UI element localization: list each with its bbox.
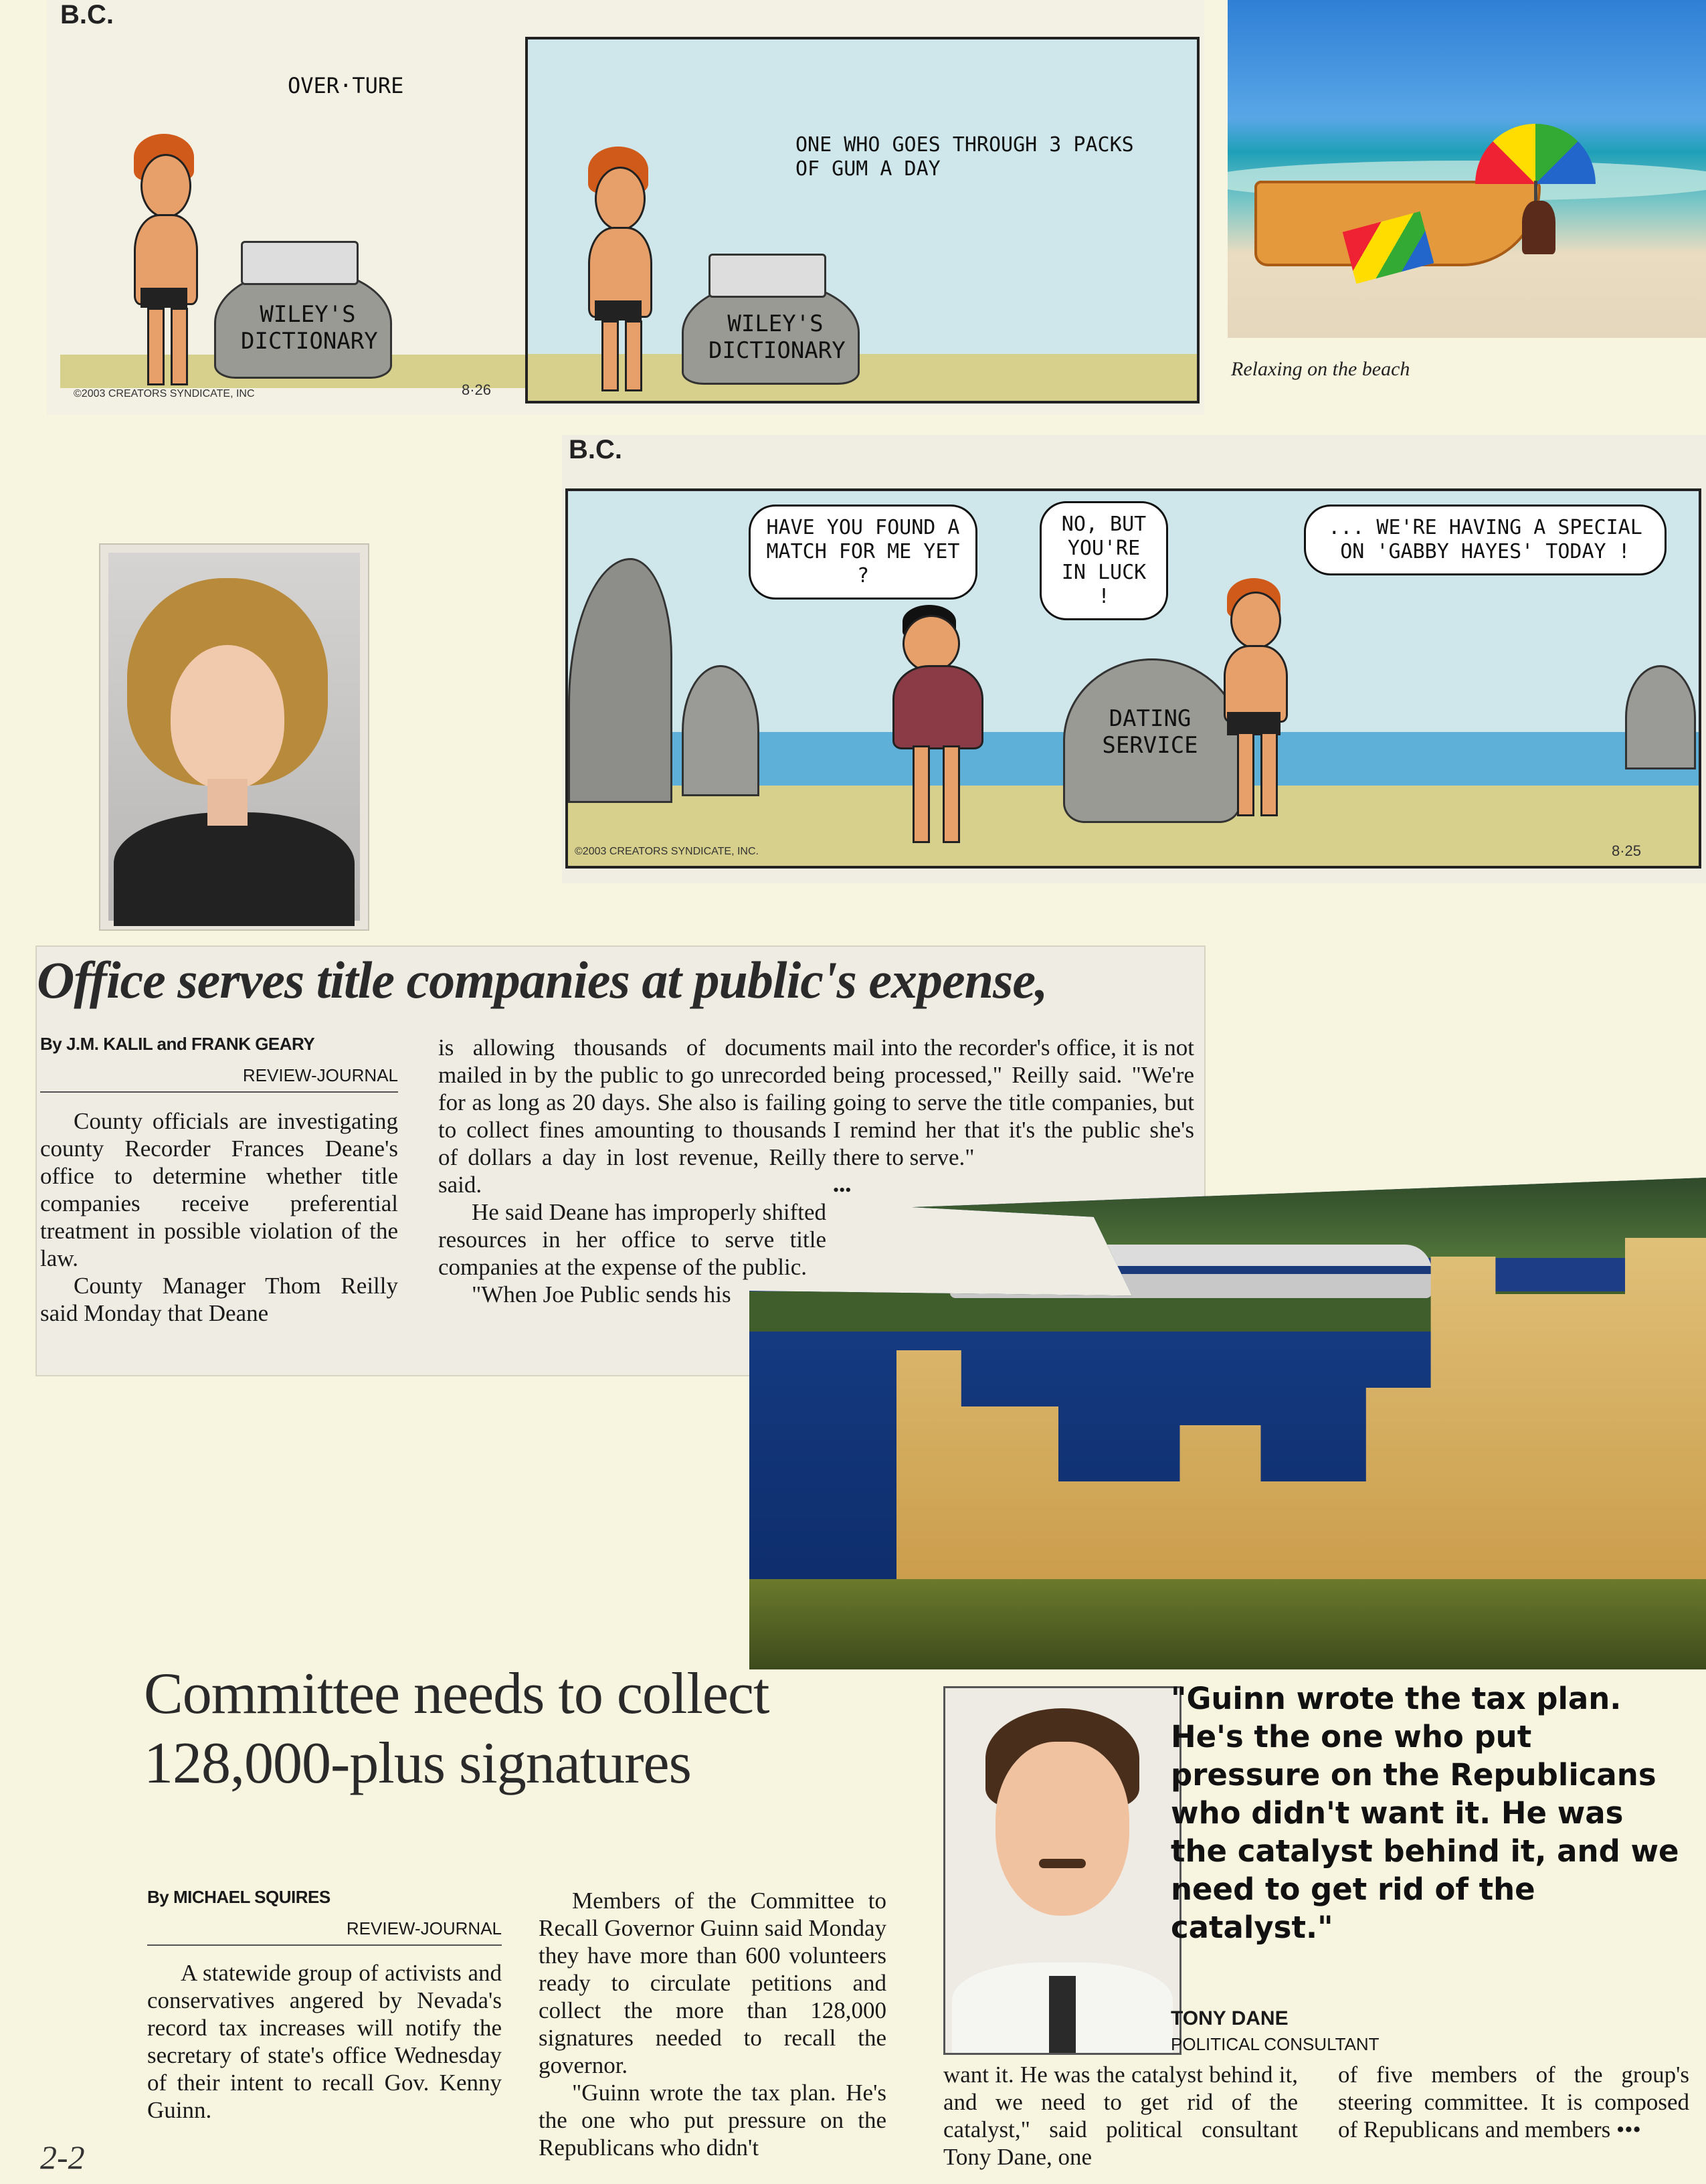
article-committee <box>144 1659 1689 2181</box>
jacket <box>114 812 355 926</box>
column-text <box>147 1959 502 2124</box>
paragraph: want it. He was the catalyst behind it, and we need to get rid of the catalyst," said political consultant Tony Dane, one <box>943 2062 1298 2170</box>
caveman-customer <box>882 605 989 859</box>
copyright: ©2003 CREATORS SYNDICATE, INC. <box>575 846 759 857</box>
continued-marker: ••• <box>833 1180 852 1200</box>
paragraph: of five members of the group's steering committee. It is composed of Republicans and members ••• <box>1338 2062 1689 2143</box>
comic-strip-top <box>47 0 1204 415</box>
comic-panel-dating <box>565 488 1701 869</box>
comic-strip-second <box>562 435 1706 883</box>
copyright: ©2003 CREATORS SYNDICATE, INC <box>74 388 255 399</box>
rock-label: WILEY'S DICTIONARY <box>241 301 378 355</box>
paragraph: mail into the recorder's office, it is not being processed," Reilly said. "We're going to serve the title companies, but I remind her that it's the public she's there to serve." <box>833 1034 1194 1170</box>
photo-caption: Relaxing on the beach <box>1231 358 1410 380</box>
cliff-left <box>568 558 672 803</box>
sunbather <box>1522 201 1555 254</box>
source-label: REVIEW-JOURNAL <box>40 1065 398 1093</box>
dictionary-book <box>241 241 359 285</box>
caveman-figure <box>120 134 214 388</box>
source-label: REVIEW-JOURNAL <box>147 1918 502 1946</box>
rock-right <box>1625 665 1696 769</box>
panel2-caption: ONE WHO GOES THROUGH 3 PACKS OF GUM A DAY <box>795 133 1134 181</box>
paragraph: "When Joe Public sends his <box>472 1281 731 1307</box>
article-column-3 <box>943 2061 1298 2171</box>
margin-note: 2-2 <box>40 2138 85 2176</box>
article-headline <box>144 1659 920 1799</box>
strip-label: B.C. <box>60 0 114 29</box>
speech-bubble-2: NO, BUT YOU'RE IN LUCK ! <box>1040 501 1168 620</box>
article-column-2 <box>539 1887 886 2161</box>
strip-date: 8·26 <box>462 381 492 398</box>
comic-panel-2 <box>525 37 1200 403</box>
rock-label: WILEY'S DICTIONARY <box>708 310 846 364</box>
rock-label: DATING SERVICE <box>1102 705 1198 759</box>
pull-quote: "Guinn wrote the tax plan. He's the one who put pressure on the Republicans who didn't want it. He was the catalyst behind it, and we need to get rid of the catalyst." <box>1171 1681 1679 1945</box>
portrait-photo-woman <box>99 543 369 931</box>
face <box>171 645 284 789</box>
speech-bubble-3: ... WE'RE HAVING A SPECIAL ON 'GABBY HAYES' TODAY ! <box>1304 505 1667 575</box>
paragraph: County officials are investigating county Recorder Frances Deane's office to determine whether title companies receive preferential treatment in possible violation of the law. <box>40 1108 398 1271</box>
article-column-1 <box>40 1034 398 1327</box>
paragraph: is allowing thousands of documents mailed in by the public to go unrecorded for as long as 20 days. She also is failing to collect fines amounting to thousands of dollars a day in lost revenue, Reilly said. <box>438 1034 826 1198</box>
article-column-1 <box>147 1887 502 2124</box>
article-column-3 <box>833 1034 1194 1204</box>
headline-line-1: Committee needs to collect <box>144 1661 769 1726</box>
byline: By J.M. KALIL and FRANK GEARY <box>40 1034 315 1054</box>
cliff-small <box>682 665 759 796</box>
paragraph: He said Deane has improperly shifted resources in her office to serve title companies at the expense of the public. <box>438 1199 826 1280</box>
strip-date: 8·25 <box>1612 842 1642 859</box>
headline-line-2: 128,000-plus signatures <box>144 1731 691 1796</box>
beach-photo <box>1228 0 1706 338</box>
foliage <box>749 1579 1706 1669</box>
paragraph: Members of the Committee to Recall Governor Guinn said Monday they have more than 600 volunteers ready to circulate petitions and collect the more than 128,000 signatures needed to recall the governor. <box>539 1888 886 2078</box>
article-headline: Office serves title companies at public's expense, <box>37 951 1048 1009</box>
umbrella <box>1475 124 1596 184</box>
caveman-figure <box>575 147 668 401</box>
dictionary-book <box>708 254 826 298</box>
paragraph: A statewide group of activists and conservatives angered by Nevada's record tax increases will notify the secretary of state's office Wednesday of their intent to recall Gov. Kenny Guinn. <box>147 1960 502 2123</box>
column-text <box>40 1107 398 1327</box>
quote-attribution-title: POLITICAL CONSULTANT <box>1171 2034 1380 2054</box>
comic-panel-1 <box>60 40 529 401</box>
strip-label: B.C. <box>569 435 622 464</box>
quote-attribution-name: TONY DANE <box>1171 2007 1289 2029</box>
panel1-caption: OVER·TURE <box>288 73 404 98</box>
paragraph: County Manager Thom Reilly said Monday that Deane <box>40 1273 398 1326</box>
paragraph: "Guinn wrote the tax plan. He's the one who put pressure on the Republicans who didn't <box>539 2080 886 2161</box>
article-column-4 <box>1338 2061 1689 2143</box>
neck <box>207 779 248 826</box>
face <box>996 1742 1129 1916</box>
portrait-photo-tony-dane <box>943 1686 1181 2055</box>
speech-bubble-1: HAVE YOU FOUND A MATCH FOR ME YET ? <box>749 505 977 600</box>
byline: By MICHAEL SQUIRES <box>147 1887 330 1907</box>
caveman-clerk <box>1210 578 1304 832</box>
article-column-2 <box>438 1034 826 1308</box>
moustache <box>1039 1859 1086 1868</box>
tie <box>1049 1976 1076 2053</box>
